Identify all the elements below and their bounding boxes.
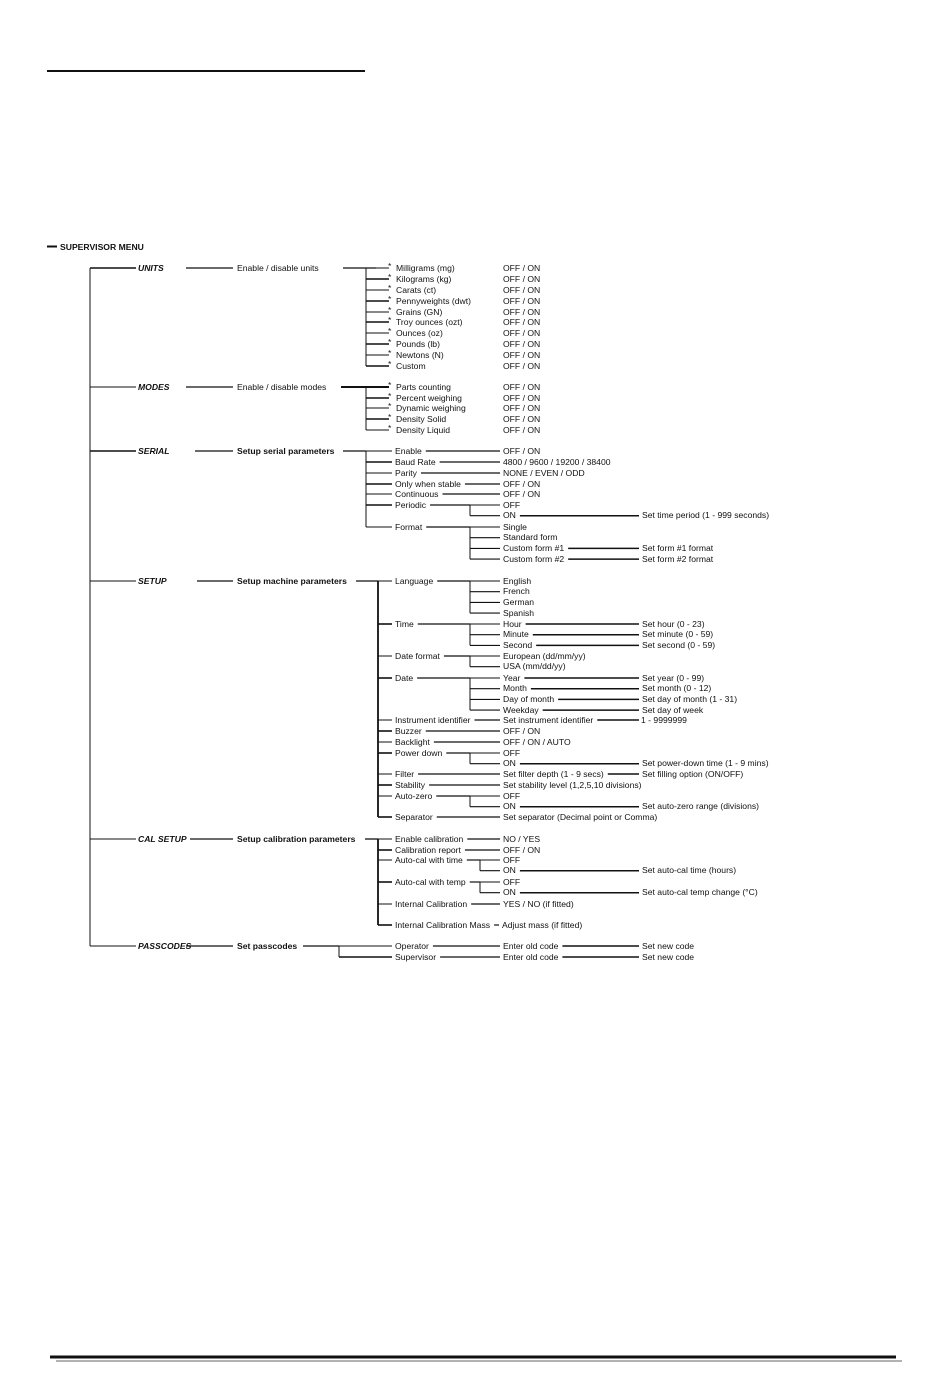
item-calsetup-3: Auto-cal with temp: [395, 876, 466, 887]
item-setup-7: Power down: [395, 747, 443, 758]
item-units-8: Newtons (N): [396, 349, 444, 360]
item-calsetup-0: Enable calibration: [395, 833, 464, 844]
enabled-marker: *: [388, 261, 392, 271]
category-setup: SETUP: [138, 575, 167, 586]
category-desc-calsetup: Setup calibration parameters: [237, 833, 356, 844]
value-modes-2: OFF / ON: [503, 402, 541, 413]
value-units-6: OFF / ON: [503, 327, 541, 338]
item-units-0: Milligrams (mg): [396, 262, 455, 273]
value-modes-1: OFF / ON: [503, 392, 541, 403]
item-setup-0: Language: [395, 575, 434, 586]
value-setup-5: OFF / ON: [503, 725, 541, 736]
item-setup-1: Time: [395, 618, 414, 629]
option-calsetup-3-1: ON: [503, 887, 516, 898]
item-serial-3: Only when stable: [395, 478, 461, 489]
option-setup-0-1: French: [503, 586, 530, 597]
value-units-4: OFF / ON: [503, 306, 541, 317]
option-detail-setup-1-0: Set hour (0 - 23): [642, 618, 705, 629]
item-setup-8: Filter: [395, 768, 415, 779]
item-serial-4: Continuous: [395, 488, 439, 499]
option-setup-3-3: Weekday: [503, 704, 539, 715]
item-calsetup-5: Internal Calibration Mass: [395, 919, 491, 930]
value-setup-9: Set stability level (1,2,5,10 divisions): [503, 779, 642, 790]
item-passcodes-0: Operator: [395, 940, 429, 951]
option-serial-6-1: Standard form: [503, 532, 558, 543]
option-detail-calsetup-3-1: Set auto-cal temp change (°C): [642, 887, 758, 898]
value-serial-2: NONE / EVEN / ODD: [503, 467, 585, 478]
option-setup-1-0: Hour: [503, 618, 522, 629]
item-units-5: Troy ounces (ozt): [396, 316, 463, 327]
option-detail-setup-3-3: Set day of week: [642, 704, 704, 715]
item-setup-6: Backlight: [395, 736, 430, 747]
item-units-9: Custom: [396, 360, 426, 371]
menu-title: SUPERVISOR MENU: [60, 241, 144, 252]
option-calsetup-3-0: OFF: [503, 876, 521, 887]
detail-setup-4: 1 - 9999999: [641, 714, 687, 725]
item-units-2: Carats (ct): [396, 284, 437, 295]
option-setup-2-1: USA (mm/dd/yy): [503, 661, 566, 672]
option-calsetup-2-0: OFF: [503, 854, 521, 865]
item-serial-1: Baud Rate: [395, 456, 436, 467]
item-setup-3: Date: [395, 672, 414, 683]
option-detail-setup-1-2: Set second (0 - 59): [642, 639, 716, 650]
value-units-3: OFF / ON: [503, 295, 541, 306]
item-modes-2: Dynamic weighing: [396, 402, 466, 413]
value-passcodes-0: Enter old code: [503, 940, 559, 951]
value-modes-0: OFF / ON: [503, 381, 541, 392]
item-setup-4: Instrument identifier: [395, 714, 471, 725]
enabled-marker: *: [388, 315, 392, 325]
enabled-marker: *: [388, 294, 392, 304]
option-setup-7-0: OFF: [503, 747, 521, 758]
enabled-marker: *: [388, 348, 392, 358]
item-units-6: Ounces (oz): [396, 327, 443, 338]
category-desc-units: Enable / disable units: [237, 262, 319, 273]
item-passcodes-1: Supervisor: [395, 951, 437, 962]
value-units-7: OFF / ON: [503, 338, 541, 349]
item-units-4: Grains (GN): [396, 306, 443, 317]
category-modes: MODES: [138, 381, 170, 392]
value-modes-3: OFF / ON: [503, 413, 541, 424]
enabled-marker: *: [388, 401, 392, 411]
item-setup-10: Auto-zero: [395, 790, 433, 801]
enabled-marker: *: [388, 423, 392, 433]
detail-passcodes-0: Set new code: [642, 940, 695, 951]
option-detail-setup-3-2: Set day of month (1 - 31): [642, 693, 738, 704]
option-setup-0-0: English: [503, 575, 532, 586]
option-serial-5-0: OFF: [503, 499, 521, 510]
option-detail-setup-3-1: Set month (0 - 12): [642, 683, 712, 694]
option-detail-setup-10-1: Set auto-zero range (divisions): [642, 801, 760, 812]
value-serial-0: OFF / ON: [503, 445, 541, 456]
option-serial-5-1: ON: [503, 510, 516, 521]
item-serial-2: Parity: [395, 467, 417, 478]
item-modes-0: Parts counting: [396, 381, 451, 392]
item-setup-2: Date format: [395, 650, 440, 661]
value-modes-4: OFF / ON: [503, 424, 541, 435]
option-serial-6-2: Custom form #1: [503, 542, 565, 553]
option-setup-0-3: Spanish: [503, 607, 535, 618]
item-calsetup-4: Internal Calibration: [395, 898, 468, 909]
category-calsetup: CAL SETUP: [138, 833, 187, 844]
value-units-1: OFF / ON: [503, 273, 541, 284]
item-modes-3: Density Solid: [396, 413, 447, 424]
detail-setup-8: Set filling option (ON/OFF): [642, 768, 744, 779]
item-setup-11: Separator: [395, 811, 433, 822]
option-detail-setup-1-1: Set minute (0 - 59): [642, 629, 714, 640]
category-desc-modes: Enable / disable modes: [237, 381, 327, 392]
enabled-marker: *: [388, 412, 392, 422]
category-units: UNITS: [138, 262, 164, 273]
option-setup-2-0: European (dd/mm/yy): [503, 650, 586, 661]
option-setup-7-1: ON: [503, 758, 516, 769]
item-setup-9: Stability: [395, 779, 426, 790]
option-setup-3-2: Day of month: [503, 693, 555, 704]
value-units-0: OFF / ON: [503, 262, 541, 273]
item-units-3: Pennyweights (dwt): [396, 295, 471, 306]
value-serial-3: OFF / ON: [503, 478, 541, 489]
value-setup-11: Set separator (Decimal point or Comma): [503, 811, 658, 822]
enabled-marker: *: [388, 272, 392, 282]
detail-passcodes-1: Set new code: [642, 951, 695, 962]
item-serial-0: Enable: [395, 445, 422, 456]
option-calsetup-2-1: ON: [503, 865, 516, 876]
option-detail-setup-3-0: Set year (0 - 99): [642, 672, 705, 683]
item-setup-5: Buzzer: [395, 725, 422, 736]
category-desc-passcodes: Set passcodes: [237, 940, 298, 951]
value-units-5: OFF / ON: [503, 316, 541, 327]
enabled-marker: *: [388, 359, 392, 369]
option-setup-10-0: OFF: [503, 790, 521, 801]
option-detail-calsetup-2-1: Set auto-cal time (hours): [642, 865, 737, 876]
value-units-9: OFF / ON: [503, 360, 541, 371]
option-serial-6-3: Custom form #2: [503, 553, 565, 564]
option-setup-3-1: Month: [503, 683, 527, 694]
option-setup-1-2: Second: [503, 639, 533, 650]
category-passcodes: PASSCODES: [138, 940, 192, 951]
item-units-1: Kilograms (kg): [396, 273, 452, 284]
value-setup-8: Set filter depth (1 - 9 secs): [503, 768, 604, 779]
enabled-marker: *: [388, 380, 392, 390]
item-calsetup-2: Auto-cal with time: [395, 854, 463, 865]
item-modes-4: Density Liquid: [396, 424, 450, 435]
option-serial-6-0: Single: [503, 521, 527, 532]
option-setup-10-1: ON: [503, 801, 516, 812]
value-setup-6: OFF / ON / AUTO: [503, 736, 571, 747]
option-detail-serial-6-2: Set form #1 format: [642, 542, 714, 553]
category-desc-serial: Setup serial parameters: [237, 445, 335, 456]
option-setup-0-2: German: [503, 596, 535, 607]
enabled-marker: *: [388, 391, 392, 401]
item-calsetup-1: Calibration report: [395, 844, 461, 855]
category-serial: SERIAL: [138, 445, 170, 456]
value-calsetup-1: OFF / ON: [503, 844, 541, 855]
value-passcodes-1: Enter old code: [503, 951, 559, 962]
category-desc-setup: Setup machine parameters: [237, 575, 347, 586]
value-setup-4: Set instrument identifier: [503, 714, 594, 725]
enabled-marker: *: [388, 283, 392, 293]
value-calsetup-0: NO / YES: [503, 833, 541, 844]
option-detail-serial-5-1: Set time period (1 - 999 seconds): [642, 510, 770, 521]
option-setup-1-1: Minute: [503, 629, 529, 640]
value-units-2: OFF / ON: [503, 284, 541, 295]
enabled-marker: *: [388, 305, 392, 315]
option-detail-setup-7-1: Set power-down time (1 - 9 mins): [642, 758, 769, 769]
enabled-marker: *: [388, 337, 392, 347]
item-units-7: Pounds (lb): [396, 338, 440, 349]
value-serial-1: 4800 / 9600 / 19200 / 38400: [503, 456, 611, 467]
value-units-8: OFF / ON: [503, 349, 541, 360]
item-serial-5: Periodic: [395, 499, 427, 510]
option-setup-3-0: Year: [503, 672, 521, 683]
value-calsetup-4: YES / NO (if fitted): [503, 898, 574, 909]
item-modes-1: Percent weighing: [396, 392, 462, 403]
value-serial-4: OFF / ON: [503, 488, 541, 499]
value-calsetup-5: Adjust mass (if fitted): [502, 919, 583, 930]
enabled-marker: *: [388, 326, 392, 336]
item-serial-6: Format: [395, 521, 423, 532]
option-detail-serial-6-3: Set form #2 format: [642, 553, 714, 564]
